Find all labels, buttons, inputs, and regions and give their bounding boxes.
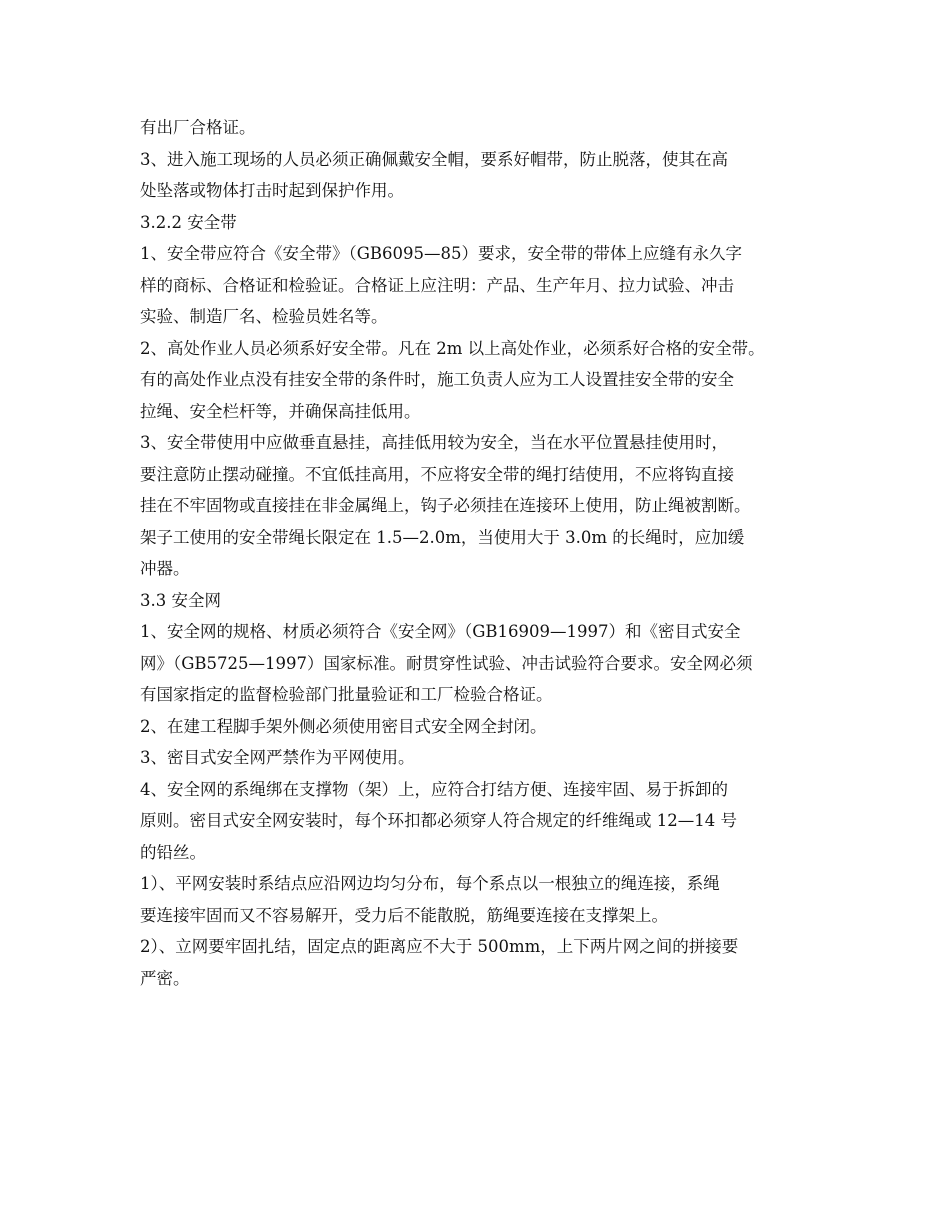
text-line: 有的高处作业点没有挂安全带的条件时，施工负责人应为工人设置挂安全带的安全 xyxy=(140,370,734,389)
text-line: 1、安全带应符合《安全带》（GB6095—85）要求，安全带的带体上应缝有永久字 xyxy=(140,244,743,263)
text-line: 有国家指定的监督检验部门批量验证和工厂检验合格证。 xyxy=(140,685,553,704)
text-line: 网》（GB5725—1997）国家标准。耐贯穿性试验、冲击试验符合要求。安全网必须 xyxy=(140,653,753,673)
text-line: 2、高处作业人员必须系好安全带。凡在 2m 以上高处作业，必须系好合格的安全带。 xyxy=(140,338,765,358)
text-line: 拉绳、安全栏杆等，并确保高挂低用。 xyxy=(140,401,421,421)
text-line: 的铅丝。 xyxy=(140,842,206,862)
text-line: 有出厂合格证。 xyxy=(140,118,256,137)
text-line: 冲器。 xyxy=(140,559,190,578)
text-line: 2、在建工程脚手架外侧必须使用密目式安全网全封闭。 xyxy=(140,716,547,736)
text-line: 样的商标、合格证和检验证。合格证上应注明：产品、生产年月、拉力试验、冲击 xyxy=(140,275,734,295)
text-line: 架子工使用的安全带绳长限定在 1.5—2.0m，当使用大于 3.0m 的长绳时，应加缓 xyxy=(140,527,745,547)
text-line: 3、安全带使用中应做垂直悬挂，高挂低用较为安全，当在水平位置悬挂使用时， xyxy=(140,433,728,452)
text-line: 1）、平网安装时系结点应沿网边均匀分布，每个系点以一根独立的绳连接，系绳 xyxy=(140,874,720,893)
text-line: 3、密目式安全网严禁作为平网使用。 xyxy=(140,748,415,767)
document-body xyxy=(140,112,830,994)
text-line: 处坠落或物体打击时起到保护作用。 xyxy=(140,181,404,200)
text-line: 3、进入施工现场的人员必须正确佩戴安全帽，要系好帽带，防止脱落，使其在高 xyxy=(140,149,728,169)
text-line: 2）、立网要牢固扎结，固定点的距离应不大于 500mm，上下两片网之间的拼接要 xyxy=(140,937,739,956)
text-line: 1、安全网的规格、材质必须符合《安全网》（GB16909—1997）和《密目式安全 xyxy=(140,622,741,641)
text-line: 挂在不牢固物或直接挂在非金属绳上，钩子必须挂在连接环上使用，防止绳被割断。 xyxy=(140,496,751,515)
text-line: 原则。密目式安全网安装时，每个环扣都必须穿人符合规定的纤维绳或 12—14 号 xyxy=(140,811,737,830)
text-line: 要注意防止摆动碰撞。不宜低挂高用，不应将安全带的绳打结使用，不应将钩直接 xyxy=(140,464,734,484)
section-heading: 3.3 安全网 xyxy=(140,590,221,610)
section-heading: 3.2.2 安全带 xyxy=(140,212,237,232)
text-line: 实验、制造厂名、检验员姓名等。 xyxy=(140,307,388,326)
text-line: 要连接牢固而又不容易解开，受力后不能散脱，筋绳要连接在支撑架上。 xyxy=(140,905,668,925)
text-line: 4、安全网的系绳绑在支撑物（架）上，应符合打结方便、连接牢固、易于拆卸的 xyxy=(140,779,728,799)
text-line: 严密。 xyxy=(140,968,190,988)
